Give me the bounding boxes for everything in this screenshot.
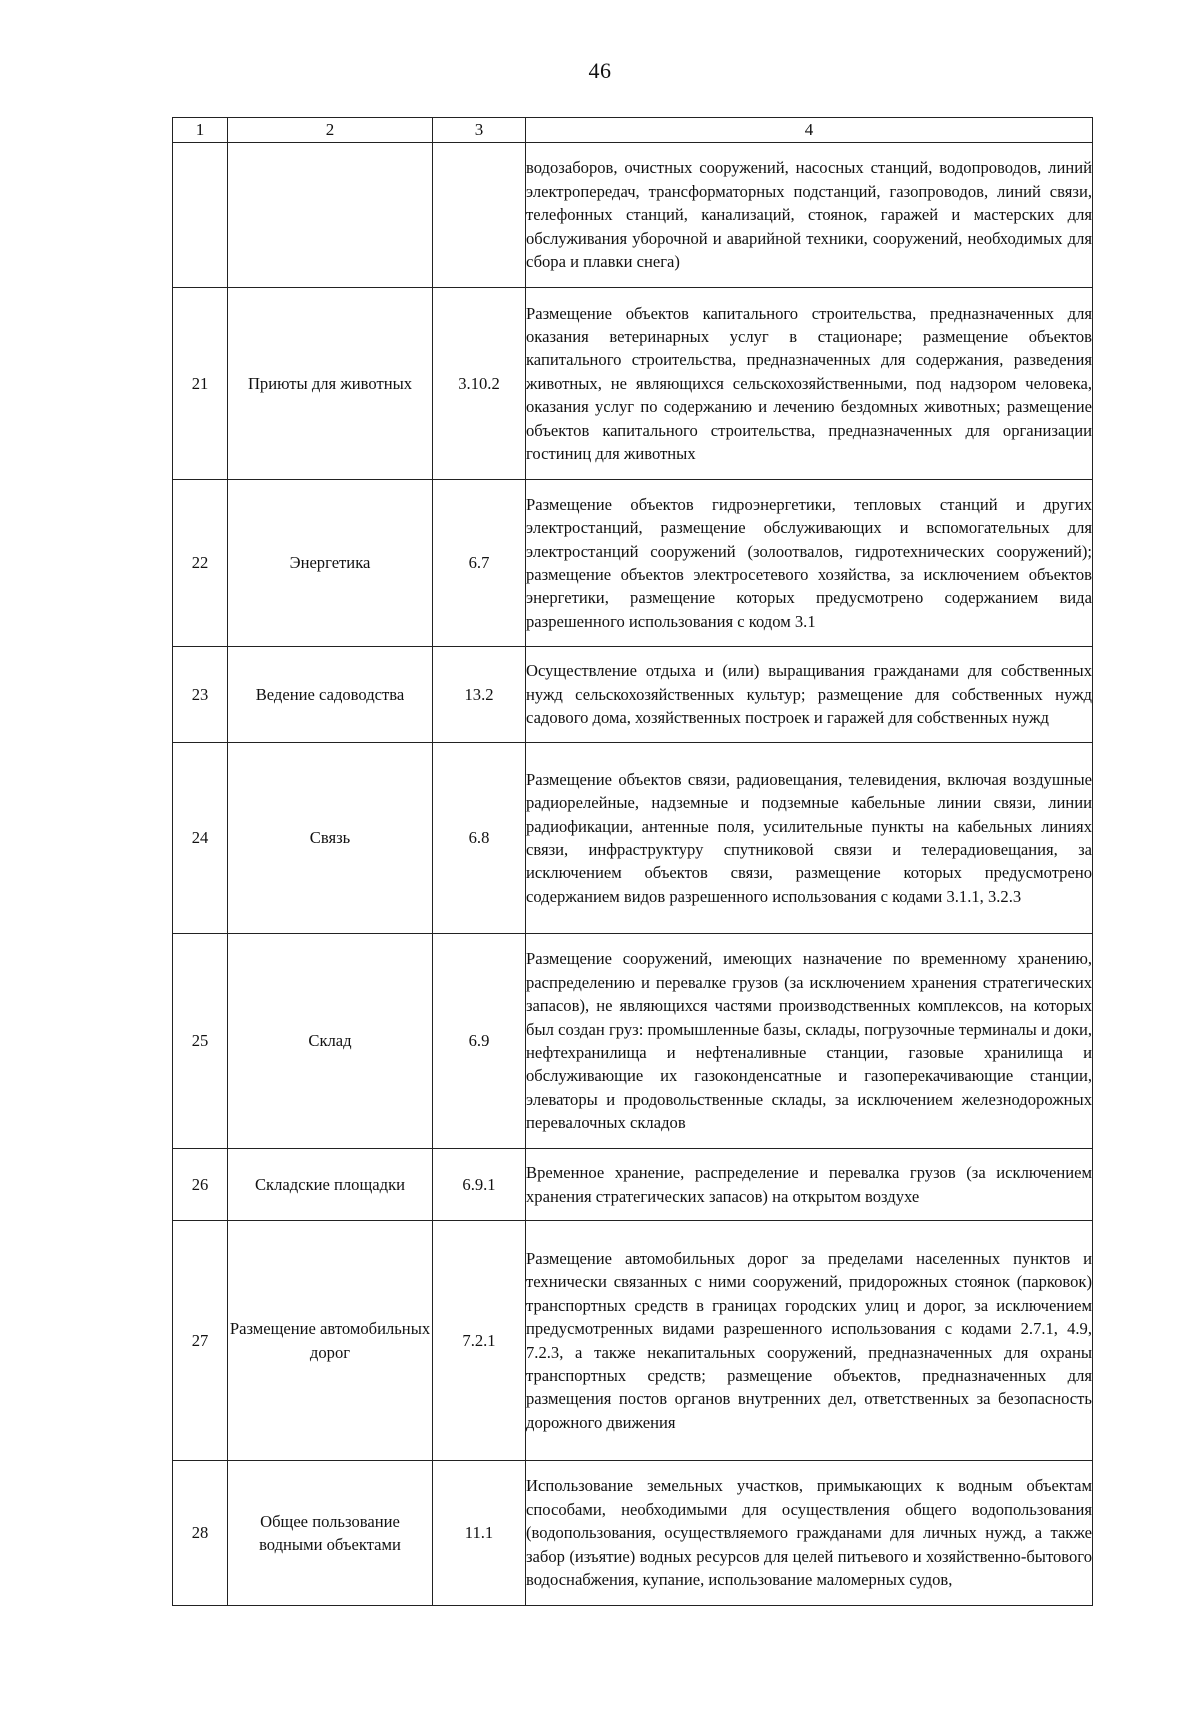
row-code: 7.2.1 [433, 1221, 526, 1461]
row-number: 21 [173, 288, 228, 480]
table-row [173, 1149, 1093, 1221]
row-code: 6.9 [433, 934, 526, 1149]
row-code: 6.7 [433, 480, 526, 647]
row-description: Осуществление отдыха и (или) выращивания гражданами для собственных нужд сельскохозяйственных культур; размещение для собственных нужд садового дома, хозяйственных построек и гаражей для собственных нужд [526, 647, 1093, 743]
row-description: Размещение объектов связи, радиовещания, телевидения, включая воздушные радиорелейные, надземные и подземные кабельные линии связи, линии радиофикации, антенные поля, усилительные пункты на кабельных линиях связи, инфраструктуру спутниковой связи и телерадиовещания, за исключением объектов связи, размещение которых предусмотрено содержанием видов разрешенного использования с кодами 3.1.1, 3.2.3 [526, 743, 1093, 934]
table-row [173, 1221, 1093, 1461]
row-description: Размещение автомобильных дорог за пределами населенных пунктов и технически связанных с ними сооружений, придорожных стоянок (парковок) транспортных средств в границах городских улиц и дорог, за исключением предусмотренных видами разрешенного использования с кодами 2.7.1, 4.9, 7.2.3, а также некапитальных сооружений, предназначенных для охраны транспортных средств; размещение объектов, предназначенных для размещения постов органов внутренних дел, ответственных за безопасность дорожного движения [526, 1221, 1093, 1461]
row-name: Склад [228, 934, 433, 1149]
row-code: 13.2 [433, 647, 526, 743]
row-description: водозаборов, очистных сооружений, насосных станций, водопроводов, линий электропередач, трансформаторных подстанций, газопроводов, линий связи, телефонных станций, канализаций, стоянок, гаражей и мастерских для обслуживания уборочной и аварийной техники, сооружений, необходимых для сбора и плавки снега) [526, 143, 1093, 288]
row-name [228, 143, 433, 288]
row-name: Общее пользование водными объектами [228, 1461, 433, 1606]
row-description: Размещение сооружений, имеющих назначение по временному хранению, распределению и перевалке грузов (за исключением хранения стратегических запасов), не являющихся частями производственных комплексов, на которых был создан груз: промышленные базы, склады, погрузочные терминалы и доки, нефтехранилища и нефтеналивные станции, газовые хранилища и обслуживающие их газоконденсатные и газоперекачивающие станции, элеваторы и продовольственные склады, за исключением железнодорожных перевалочных складов [526, 934, 1093, 1149]
row-name: Приюты для животных [228, 288, 433, 480]
row-code: 3.10.2 [433, 288, 526, 480]
row-description: Временное хранение, распределение и перевалка грузов (за исключением хранения стратегических запасов) на открытом воздухе [526, 1149, 1093, 1221]
table-row [173, 1461, 1093, 1606]
row-code: 6.9.1 [433, 1149, 526, 1221]
table-row [173, 143, 1093, 288]
column-header-code: 3 [433, 118, 526, 143]
row-name: Складские площадки [228, 1149, 433, 1221]
table-row [173, 480, 1093, 647]
table-row [173, 647, 1093, 743]
row-number: 27 [173, 1221, 228, 1461]
row-number: 23 [173, 647, 228, 743]
row-name: Размещение автомобильных дорог [228, 1221, 433, 1461]
row-name: Энергетика [228, 480, 433, 647]
row-code [433, 143, 526, 288]
row-name: Связь [228, 743, 433, 934]
column-header-name: 2 [228, 118, 433, 143]
row-number: 24 [173, 743, 228, 934]
row-number: 26 [173, 1149, 228, 1221]
row-number [173, 143, 228, 288]
row-description: Размещение объектов гидроэнергетики, тепловых станций и других электростанций, размещение обслуживающих и вспомогательных для электростанций сооружений (золоотвалов, гидротехнических сооружений); размещение объектов электросетевого хозяйства, за исключением объектов энергетики, размещение которых предусмотрено содержанием вида разрешенного использования с кодом 3.1 [526, 480, 1093, 647]
table-row [173, 288, 1093, 480]
row-code: 11.1 [433, 1461, 526, 1606]
column-header-description: 4 [526, 118, 1093, 143]
table-header-row [173, 118, 1093, 143]
row-code: 6.8 [433, 743, 526, 934]
land-use-table [172, 117, 1093, 1606]
row-number: 28 [173, 1461, 228, 1606]
page-number: 46 [588, 58, 612, 83]
row-description: Использование земельных участков, примыкающих к водным объектам способами, необходимыми для осуществления общего водопользования (водопользования, осуществляемого гражданами для личных нужд, а также забор (изъятие) водных ресурсов для целей питьевого и хозяйственно-бытового водоснабжения, купание, использование маломерных судов, [526, 1461, 1093, 1606]
row-number: 25 [173, 934, 228, 1149]
table-row [173, 934, 1093, 1149]
row-name: Ведение садоводства [228, 647, 433, 743]
column-header-number: 1 [173, 118, 228, 143]
table-row [173, 743, 1093, 934]
row-description: Размещение объектов капитального строительства, предназначенных для оказания ветеринарных услуг в стационаре; размещение объектов капитального строительства, предназначенных для содержания, разведения животных, не являющихся сельскохозяйственными, под надзором человека, оказания услуг по содержанию и лечению бездомных животных; размещение объектов капитального строительства, предназначенных для организации гостиниц для животных [526, 288, 1093, 480]
row-number: 22 [173, 480, 228, 647]
